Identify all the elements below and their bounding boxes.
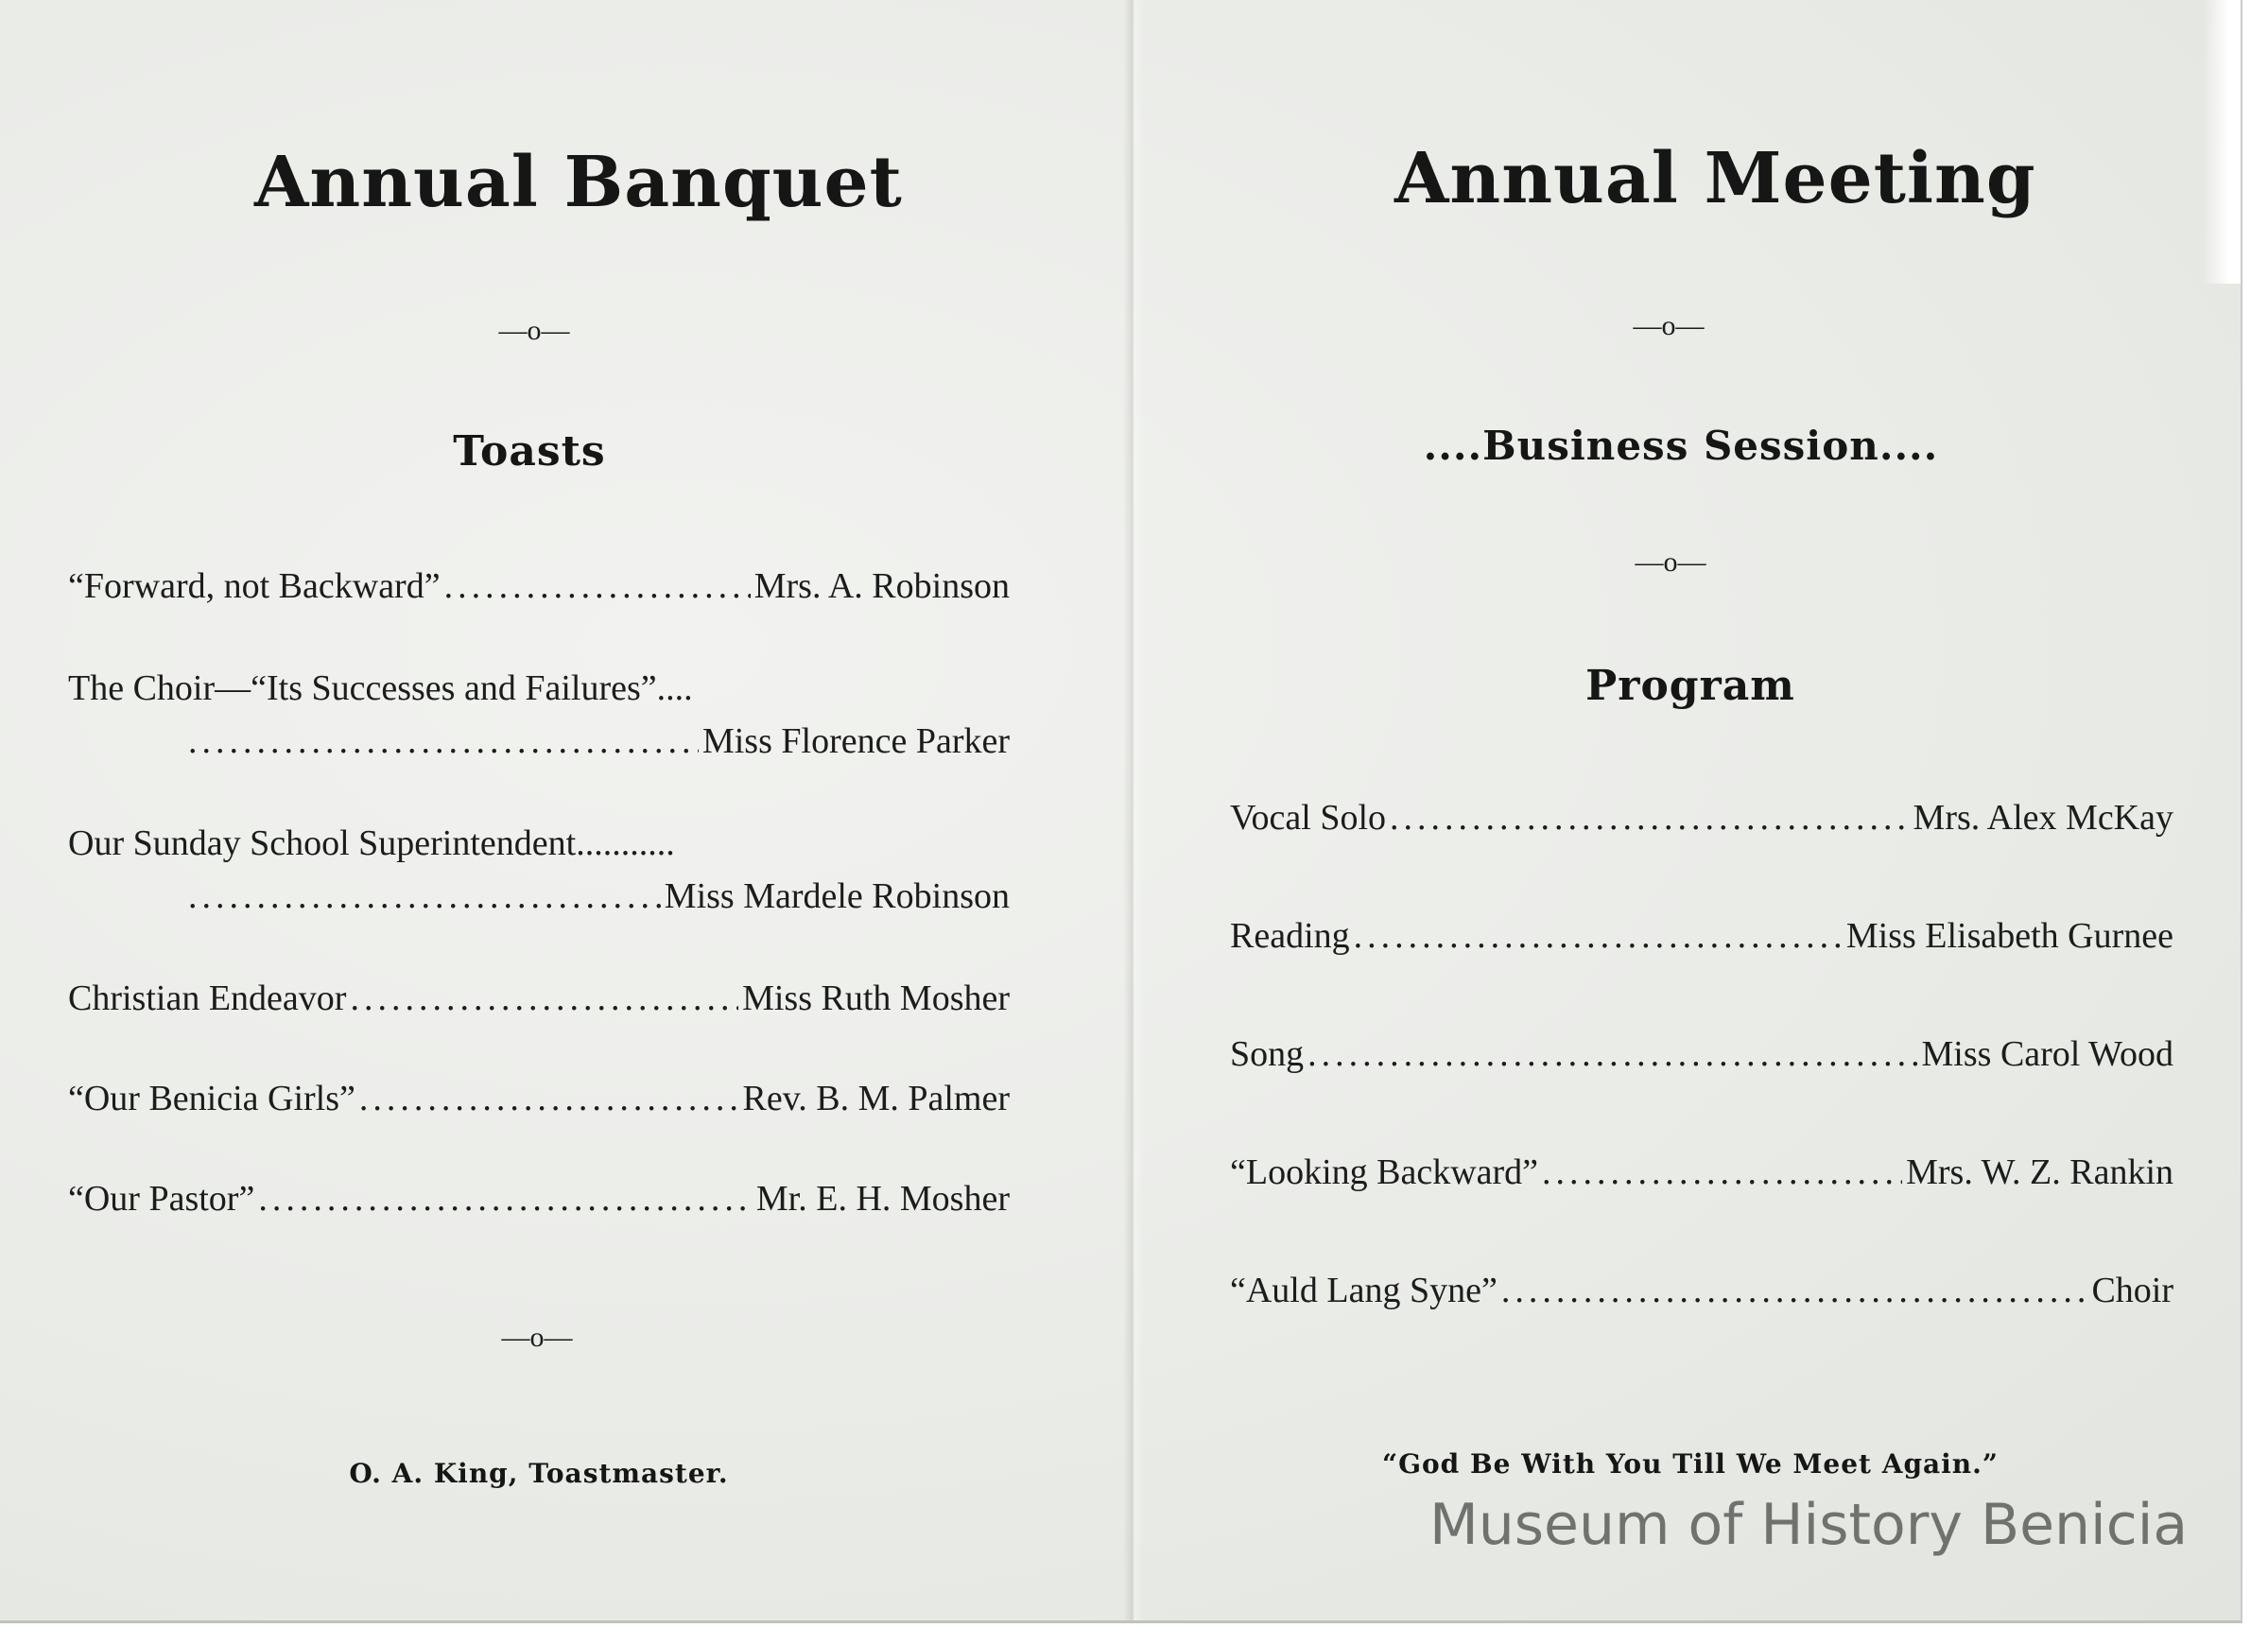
leader-dots [188,720,699,762]
toast-topic: “Forward, not Backward” [68,566,441,606]
meeting-title: Annual Meeting [1394,138,2036,219]
leader-dots [258,1178,753,1220]
toast-speaker: Miss Florence Parker [701,721,1010,761]
toast-speaker: Miss Mardele Robinson [664,876,1010,916]
leader-dots [359,1078,739,1119]
banquet-divider-bottom: —o— [501,1322,573,1353]
banquet-page [0,0,1133,1620]
program-item: “Auld Lang Syne” [1230,1271,1498,1310]
meeting-divider-middle: —o— [1635,546,1706,578]
toast-row-continued [184,875,1010,917]
program-row [1230,1033,2173,1075]
program-row [1230,1152,2173,1193]
toast-row [68,978,1010,1019]
toast-topic: Christian Endeavor [68,978,347,1018]
program-item: Reading [1230,916,1350,956]
program-row [1230,915,2173,957]
program-performer: Mrs. Alex McKay [1913,798,2173,838]
leader-dots [1390,797,1910,839]
program-performer: Mrs. W. Z. Rankin [1906,1152,2173,1192]
toast-row [68,565,1010,607]
toast-row [68,1078,1010,1119]
program-item: Song [1230,1034,1305,1074]
program-performer: Miss Carol Wood [1921,1034,2173,1074]
torn-page-edge [2203,0,2241,284]
program-item: Vocal Solo [1230,798,1387,838]
closing-hymn: “God Be With You Till We Meet Again.” [1381,1448,2000,1480]
museum-watermark: Museum of History Benicia [1429,1492,2189,1558]
leader-dots [1354,915,1843,957]
meeting-divider-top: —o— [1633,310,1705,341]
program-performer: Miss Elisabeth Gurnee [1845,916,2173,956]
toast-speaker: Mrs. A. Robinson [753,566,1010,606]
toast-row [68,1178,1010,1220]
toast-row [68,822,919,864]
banquet-divider-top: —o— [498,315,570,346]
toastmaster-credit: O. A. King, Toastmaster. [349,1458,729,1489]
toasts-heading: Toasts [453,427,606,476]
program-performer: Choir [2091,1271,2173,1310]
toast-speaker: Mr. E. H. Mosher [755,1179,1010,1219]
leader-dots [1501,1270,2088,1311]
program-row [1230,1270,2173,1311]
toast-topic: Our Sunday School Superintendent........... [68,823,675,863]
meeting-page [1133,0,2241,1620]
leader-dots [350,978,738,1019]
toast-topic: The Choir—“Its Successes and Failures”.... [68,668,693,708]
program-heading: Program [1585,662,1795,710]
toast-row [68,667,919,709]
leader-dots [1542,1152,1902,1193]
business-session-heading: ....Business Session.... [1423,423,1939,469]
banquet-title: Annual Banquet [254,142,903,223]
toast-speaker: Rev. B. M. Palmer [742,1079,1010,1118]
leader-dots [188,875,661,917]
leader-dots [1307,1033,1917,1075]
toast-speaker: Miss Ruth Mosher [742,978,1010,1018]
leader-dots [444,565,751,607]
toast-topic: “Our Benicia Girls” [68,1079,355,1118]
toast-row-continued [184,720,1010,762]
program-item: “Looking Backward” [1230,1152,1539,1192]
program-row [1230,797,2173,839]
toast-topic: “Our Pastor” [68,1179,255,1219]
